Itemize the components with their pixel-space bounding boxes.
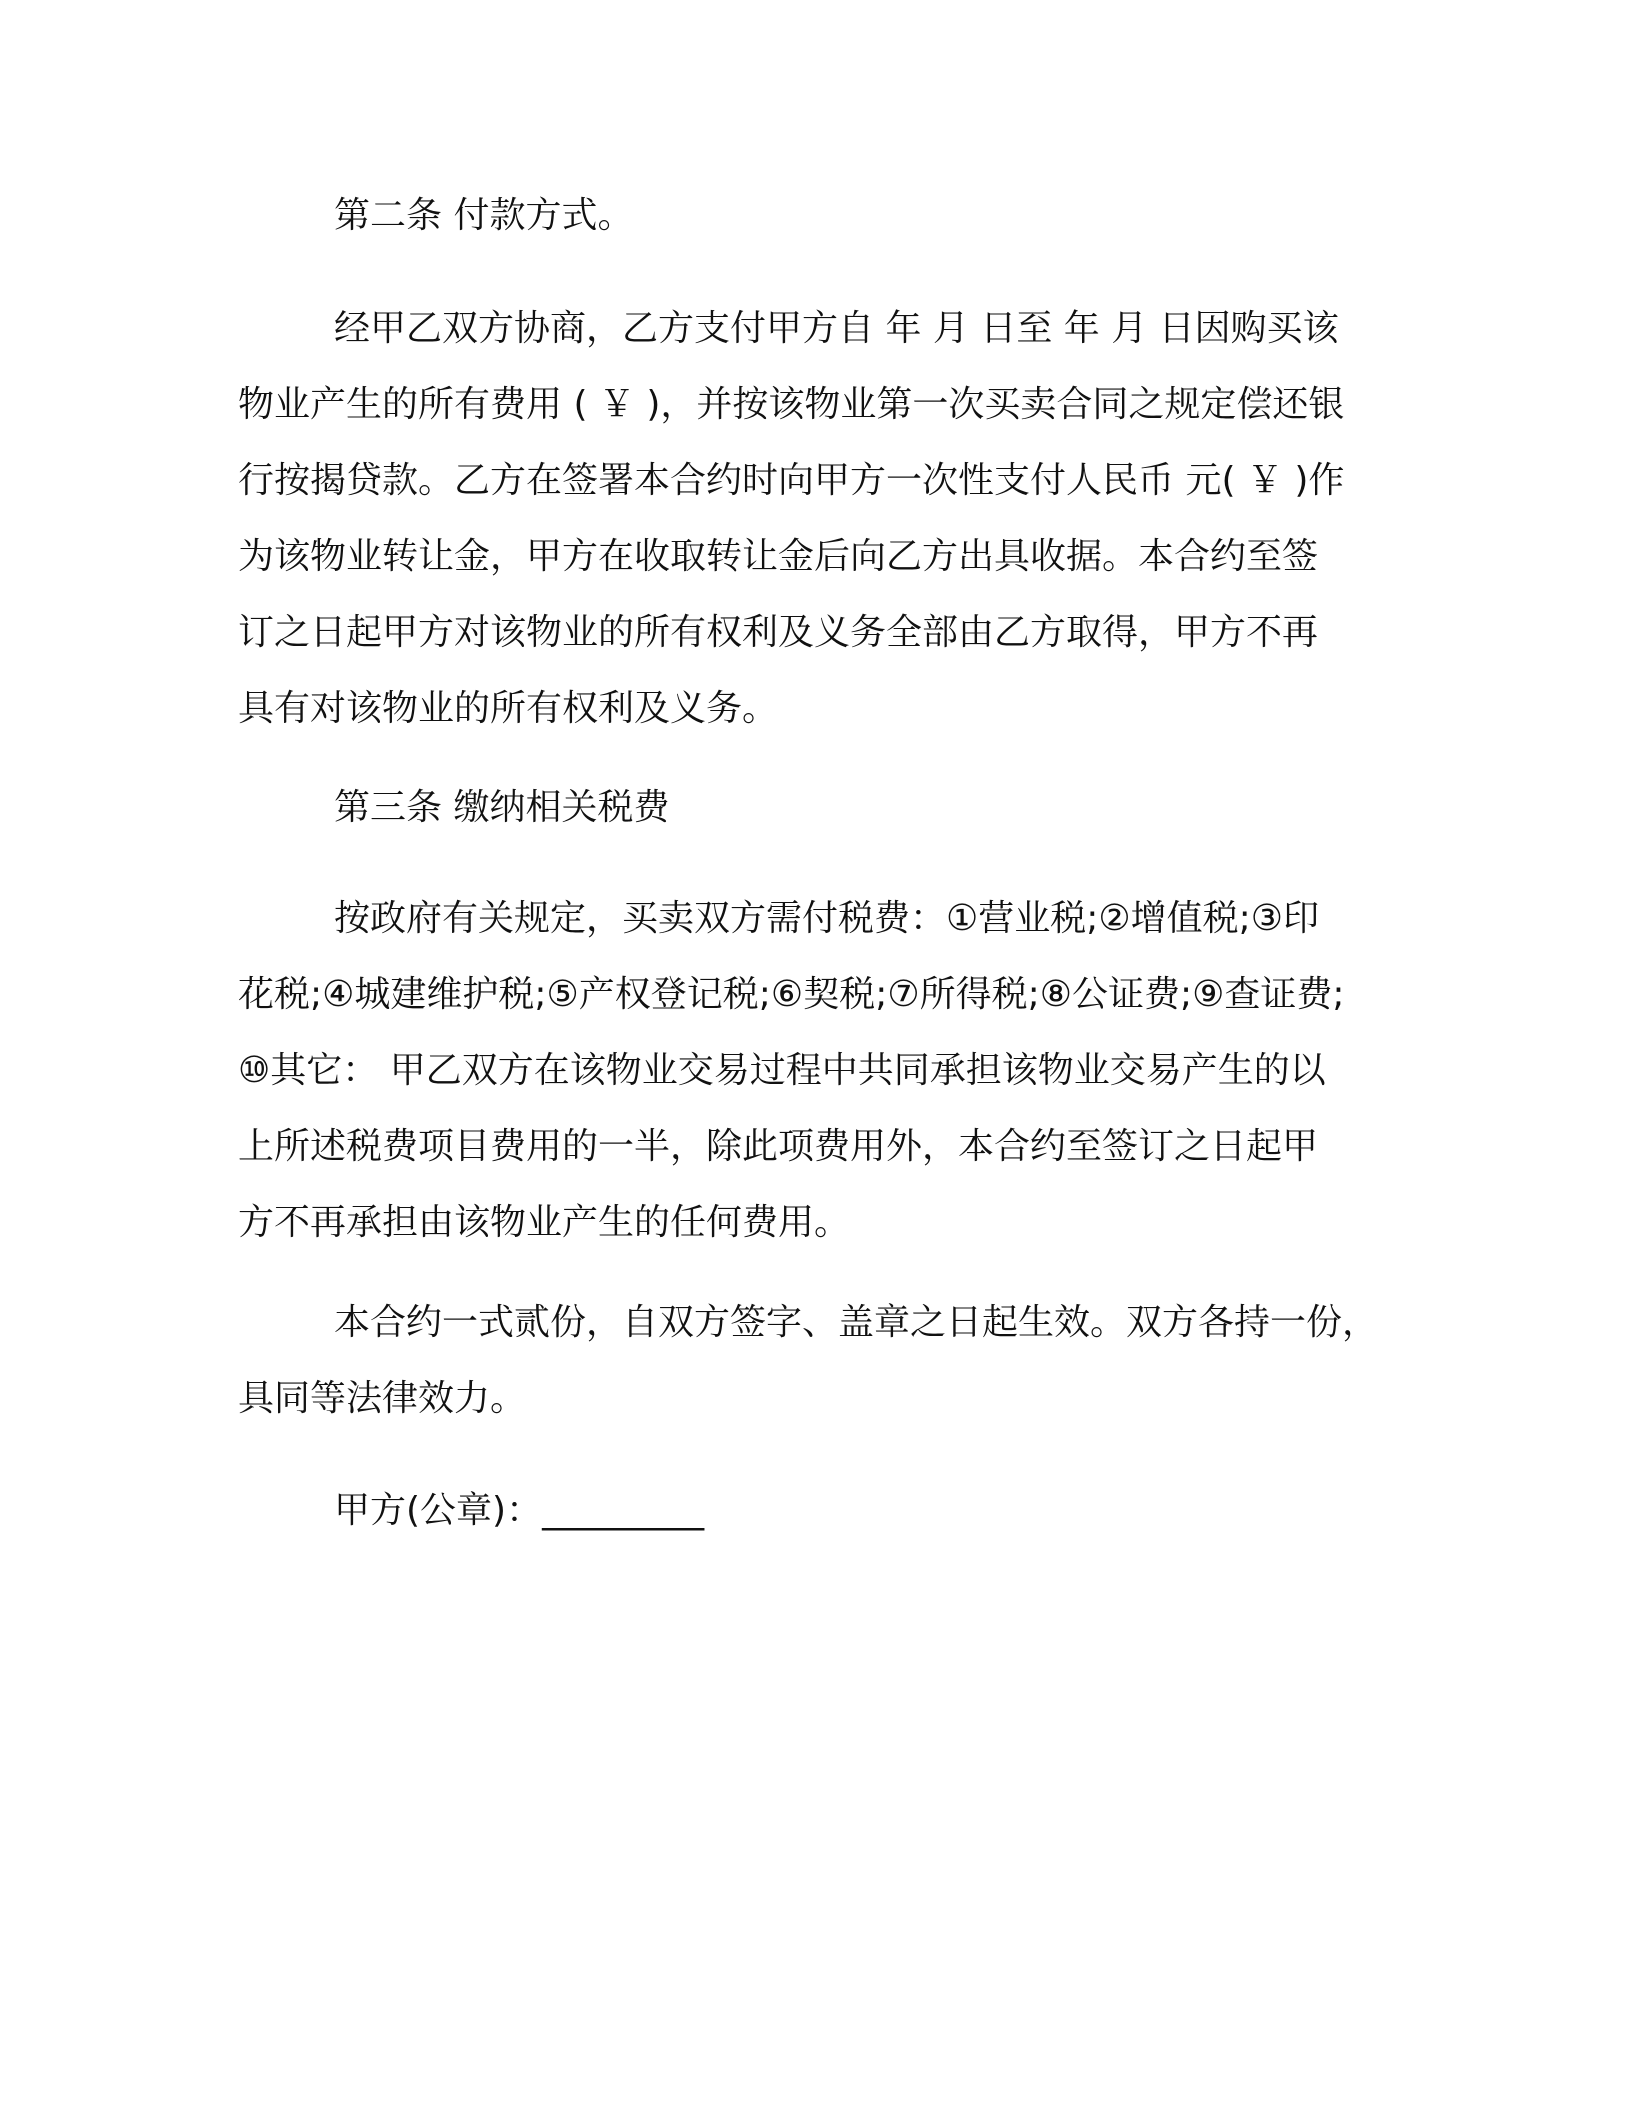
signature-block [238,1473,1406,1549]
paragraph-line: ⑩其它： 甲乙双方在该物业交易过程中共同承担该物业交易产生的以 [238,1050,1326,1091]
closing-paragraph [238,1285,1406,1437]
party-a-signature-line: 甲方(公章)：_________ [334,1490,705,1531]
paragraph-line: 为该物业转让金，甲方在收取转让金后向乙方出具收据。本合约至签 [238,536,1319,577]
paragraph-line: 订之日起甲方对该物业的所有权利及义务全部由乙方取得，甲方不再 [238,612,1319,653]
paragraph-line: 上所述税费项目费用的一半，除此项费用外，本合约至签订之日起甲 [238,1126,1319,1167]
heading-text: 第三条 缴纳相关税费 [334,787,670,828]
paragraph-line: 本合约一式贰份，自双方签字、盖章之日起生效。双方各持一份， [334,1302,1379,1343]
paragraph-line: 花税;④城建维护税;⑤产权登记税;⑥契税;⑦所得税;⑧公证费;⑨查证费; [238,974,1345,1015]
paragraph-line: 按政府有关规定，买卖双方需付税费：①营业税;②增值税;③印 [334,898,1320,939]
paragraph-line: 方不再承担由该物业产生的任何费用。 [238,1202,851,1243]
article-2-paragraph [238,291,1406,747]
paragraph-line: 具有对该物业的所有权利及义务。 [238,688,779,729]
paragraph-line: 行按揭贷款。乙方在签署本合约时向甲方一次性支付人民币 元( ￥ )作 [238,460,1345,501]
heading-text: 第二条 付款方式。 [334,195,634,236]
paragraph-line: 物业产生的所有费用 ( ￥ )，并按该物业第一次买卖合同之规定偿还银 [238,384,1345,425]
article-3-heading [238,770,1406,846]
paragraph-line: 经甲乙双方协商，乙方支付甲方自 年 月 日至 年 月 日因购买该 [334,308,1339,349]
article-2-heading [238,178,1406,254]
paragraph-line: 具同等法律效力。 [238,1378,527,1419]
article-3-paragraph [238,881,1406,1261]
